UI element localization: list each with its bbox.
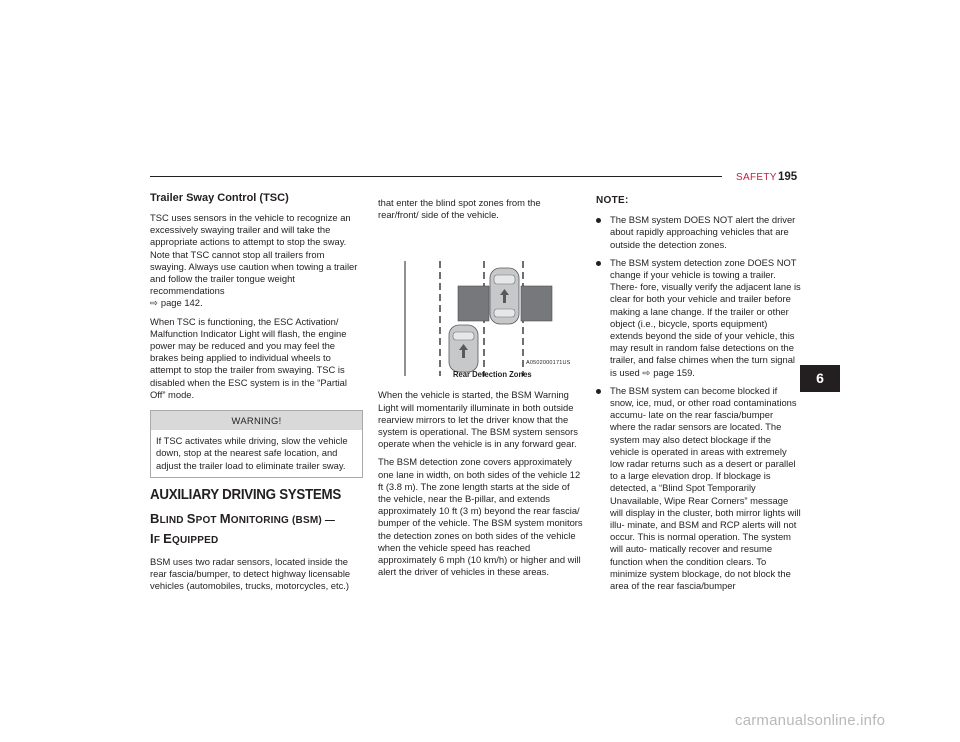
bullet-icon — [596, 218, 601, 223]
page-number: 195 — [778, 171, 798, 183]
note-bullet-2-text: The BSM system detection zone DOES NOT change if your vehicle is towing a trailer. There- fore, visually verify the adjacent lane is clear for both your vehicle and trailer before making a lane change. If the trailer or other object (i.e., bicycle, sports equipment) extends beyond the side of your vehicle, this may result in random false detections on the trailer, and false chimes when the turn signal is used — [610, 256, 801, 378]
page-ref-arrow-icon: ⇨ — [642, 366, 651, 378]
bsm-heading-pot: POT — [195, 515, 220, 527]
bsm-heading-b: B — [150, 511, 160, 527]
aux-driving-heading: AUXILIARY DRIVING SYSTEMS — [150, 486, 342, 503]
list-item — [596, 257, 801, 379]
note-bullet-1-text: The BSM system DOES NOT alert the driver about rapidly approaching vehicles that are outside the detection zones. — [610, 214, 796, 250]
tsc-paragraph-2: When TSC is functioning, the ESC Activation/ Malfunction Indicator Light will flash, the engine power may be reduced and you may feel the brakes being applied to individual wheels to attempt to stop the trailer from swaying. TSC is disabled when the ESC system is in the “Partial Off” mode. — [150, 315, 347, 400]
warning-box — [150, 410, 363, 478]
adjacent-vehicle-icon — [449, 325, 478, 372]
section-title: SAFETY — [736, 172, 777, 183]
bsm-intro-continued: that enter the blind spot zones from the rear/front/ side of the vehicle. — [378, 197, 541, 221]
tsc-paragraph-1 — [150, 212, 363, 310]
warning-label: WARNING! — [151, 411, 362, 430]
bsm-heading-onitoring: ONITORING (BSM) — — [230, 515, 336, 527]
bsm-paragraph-zone: The BSM detection zone covers approximately one lane in width, on both sides of the vehicle 12 ft (3.8 m). The zone length starts at the side of the vehicle, near the B-pillar, and extends approximately 10 ft (3 m) beyond the rear fascia/ bumper of the vehicle. The BSM system monitors the detection zones on both sides of the vehicle when the vehicle speed has reached approximately 6 mph (10 km/h) or higher and will alert the driver of vehicles in these areas. — [378, 456, 583, 578]
figure-code: A0502000171US — [526, 360, 571, 367]
header-rule — [150, 176, 722, 177]
note-bullet-3-text: The BSM system can become blocked if snow, ice, mud, or other road contaminations accumu- late on the rear fascia/bumper where the radar sensors are located. The system may also detect blockage if the vehicle is operated in areas with extremely low radar returns such as a desert or parallel to a large elevation drop. If blockage is detected, a “Blind Spot Temporarily Unavailable, Wipe Rear Corners” message will display in the cluster, both mirror lights will illu- minate, and BSM and RCP alerts will not occur. This is normal operation. The system will auto- matically recover and resume function when the condition clears. To minimize system blockage, do not block the area of the rear fascia/bumper — [610, 384, 801, 592]
note-label: NOTE: — [596, 195, 629, 206]
bullet-icon — [596, 389, 601, 394]
page-ref-link[interactable]: page 159. — [653, 366, 695, 378]
bsm-heading-quipped: QUIPPED — [171, 535, 219, 547]
list-item — [596, 214, 801, 251]
column-middle — [378, 197, 583, 584]
chapter-tab[interactable]: 6 — [800, 365, 840, 392]
page-ref-arrow-icon: ⇨ — [150, 297, 158, 309]
figure-caption: Rear Detection Zones — [453, 369, 532, 380]
column-right — [596, 195, 801, 598]
warning-text: If TSC activates while driving, slow the vehicle down, stop at the nearest safe location, and adjust the trailer load to eliminate trailer sway. — [156, 435, 348, 471]
bsm-heading-i: I — [150, 531, 154, 547]
page-ref-link[interactable]: page 142. — [160, 297, 203, 309]
detection-zone-left — [458, 286, 489, 321]
bsm-heading — [150, 510, 363, 550]
bullet-icon — [596, 261, 601, 266]
list-item — [596, 385, 801, 592]
note-bullet-list — [596, 214, 801, 592]
bsm-heading-lind: LIND — [159, 515, 187, 527]
rear-detection-zones-figure — [378, 231, 583, 381]
bsm-heading-e: E — [163, 531, 172, 547]
watermark: carmanualsonline.info — [735, 712, 886, 729]
tsc-paragraph-1-text: TSC uses sensors in the vehicle to recognize an excessively swaying trailer and will take the appropriate actions to attempt to stop the sway. Note that TSC cannot stop all trailers from swaying. Always use caution when towing a trailer and follow the trailer tongue weight recommendations — [150, 212, 358, 297]
bsm-paragraph-startup: When the vehicle is started, the BSM Warning Light will momentarily illuminate in both outside rearview mirrors to let the driver know that the system is operational. The BSM system sensors operate when the vehicle is in any forward gear. — [378, 389, 578, 450]
bsm-heading-s: S — [186, 511, 196, 527]
bsm-heading-f: F — [153, 535, 164, 547]
bsm-heading-m: M — [219, 511, 231, 527]
column-left — [150, 192, 363, 599]
host-vehicle-icon — [490, 268, 519, 324]
tsc-heading: Trailer Sway Control (TSC) — [150, 192, 289, 204]
detection-zone-right — [521, 286, 552, 321]
bsm-paragraph: BSM uses two radar sensors, located inside the rear fascia/bumper, to detect highway licensable vehicles (automobiles, trucks, motorcycles, etc.) — [150, 556, 351, 592]
